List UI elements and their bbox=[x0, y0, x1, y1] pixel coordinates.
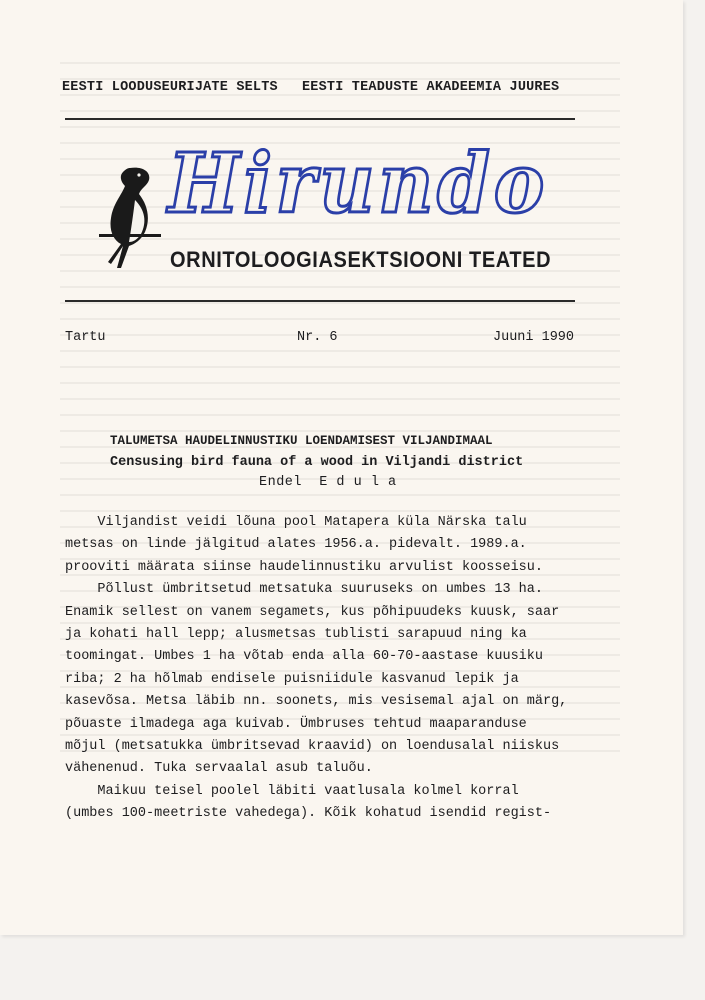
society-right: EESTI TEADUSTE AKADEEMIA JUURES bbox=[302, 80, 560, 95]
body-line: Enamik sellest on vanem segamets, kus põhipuudeks kuusk, saar bbox=[65, 604, 560, 620]
swallow-logo-icon bbox=[95, 160, 165, 270]
header-rule bbox=[65, 118, 575, 120]
issue-number: Nr. 6 bbox=[297, 330, 338, 345]
body-line: mõjul (metsatukka ümbritsevad kraavid) on loendusalal niiskus bbox=[65, 738, 560, 754]
society-left: EESTI LOODUSEURIJATE SELTS bbox=[62, 80, 278, 95]
article-author: Endel E d u l a bbox=[259, 475, 397, 490]
body-line: Maikuu teisel poolel läbiti vaatlusala kolmel korral bbox=[65, 783, 519, 799]
body-line: Viljandist veidi lõuna pool Matapera küla Närska talu bbox=[65, 515, 527, 530]
hirundo-title bbox=[160, 140, 560, 230]
body-line: (umbes 100-meetriste vahedega). Kõik kohatud isendid regist- bbox=[65, 806, 552, 822]
masthead-title: Hirundo bbox=[166, 140, 548, 230]
body-line: kasevõsa. Metsa läbib nn. soonets, mis vesisemal ajal on märg, bbox=[65, 694, 568, 710]
article-body bbox=[65, 512, 585, 825]
issue-date: Juuni 1990 bbox=[493, 330, 575, 345]
body-line: prooviti määrata siinse haudelinnustiku arvulist koosseisu. bbox=[65, 559, 543, 575]
body-line: toomingat. Umbes 1 ha võtab enda alla 60-70-aastase kuusiku bbox=[65, 649, 543, 665]
body-line: põuaste ilmadega aga kuivab. Ümbruses tehtud maaparanduse bbox=[65, 716, 527, 732]
body-line: metsas on linde jälgitud alates 1956.a. pidevalt. 1989.a. bbox=[65, 537, 527, 553]
masthead-subtitle: ORNITOLOOGIASEKTSIOONI TEATED bbox=[170, 248, 552, 273]
society-header bbox=[62, 80, 582, 95]
body-line: vähenenud. Tuka servaalal asub taluõu. bbox=[65, 761, 373, 777]
masthead-rule bbox=[65, 300, 575, 302]
article-subtitle: Censusing bird fauna of a wood in Viljandi district bbox=[110, 455, 524, 470]
body-line: riba; 2 ha hõlmab endisele puisniidule kasvanud lepik ja bbox=[65, 671, 519, 687]
issue-city: Tartu bbox=[65, 330, 106, 345]
body-line: Põllust ümbritsetud metsatuka suuruseks on umbes 13 ha. bbox=[65, 582, 543, 598]
body-line: ja kohati hall lepp; alusmetsas tublisti sarapuud ning ka bbox=[65, 626, 527, 642]
article-title: TALUMETSA HAUDELINNUSTIKU LOENDAMISEST VILJANDIMAAL bbox=[110, 434, 493, 448]
